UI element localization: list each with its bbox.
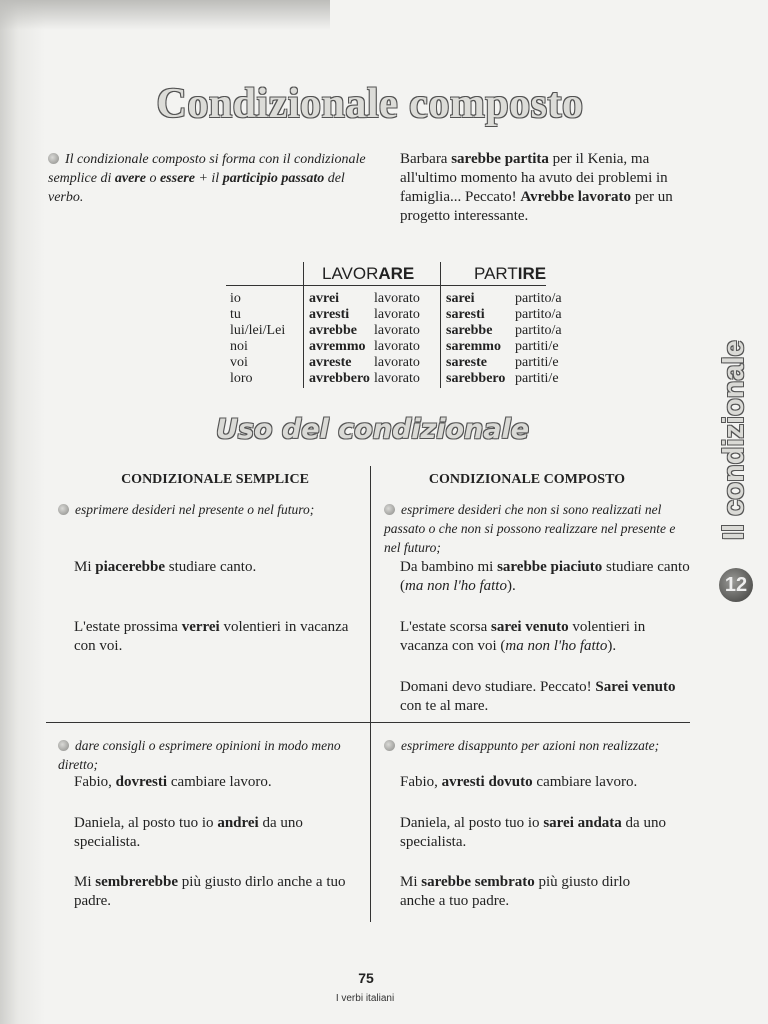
auxiliary: avreste [309,355,352,370]
header-partire: PARTIRE [474,264,547,283]
participle: partito/a [515,307,562,322]
partire-participle-column [515,291,562,387]
bullet-icon [58,740,69,751]
example-composto: Da bambino mi sarebbe piaciuto studiare canto (ma non l'ho fatto). [400,559,690,594]
table-divider [440,262,441,388]
bullet-icon [384,740,395,751]
table-divider [303,262,304,388]
example-composto: Mi sarebbe sembrato più giusto dirlo anche a tuo padre. [400,874,631,909]
example-semplice: Mi piacerebbe studiare canto. [74,559,257,575]
auxiliary: sarei [446,291,475,306]
usage-desideri-presente: esprimere desideri nel presente o nel futuro; [58,500,358,519]
auxiliary: avresti [309,307,350,322]
pronoun: io [230,291,241,306]
chapter-title: Il condizionale [718,340,750,540]
usage-consigli: dare consigli o esprimere opinioni in modo meno diretto; [58,738,341,772]
page-title: Condizionale composto [156,81,584,127]
example-composto: Daniela, al posto tuo io sarei andata da uno specialista. [400,815,666,850]
auxiliary: sarebbe [446,323,493,338]
auxiliary: avrei [309,291,340,306]
usage-disappunto: esprimere disappunto per azioni non realizzate; [384,736,694,755]
lavorare-auxiliary-column [309,291,370,387]
example-semplice: Daniela, al posto tuo io andrei da uno specialista. [74,815,303,850]
pronoun-column [230,291,285,387]
page-shadow [0,0,330,30]
auxiliary: sareste [446,355,487,370]
auxiliary: avremmo [309,339,366,354]
pronoun: tu [230,307,241,322]
auxiliary: sarebbero [446,371,506,386]
section-subtitle: Uso del condizionale [215,414,530,445]
book-title-footer: I verbi italiani [335,993,395,1004]
participle: partiti/e [515,371,559,386]
intro-example: Barbara sarebbe partita per il Kenia, ma all'ultimo momento ha avuto dei problemi in famiglia... Peccato! Avrebbe lavorato per un progetto interessante. [400,151,673,224]
participle: partito/a [515,323,562,338]
participle: lavorato [374,371,420,386]
usage-table-rule [46,722,690,723]
participle: lavorato [374,307,420,322]
bullet-icon [384,504,395,515]
pronoun: voi [230,355,248,370]
lavorare-participle-column [374,291,420,387]
pronoun: lui/lei/Lei [230,323,286,338]
column-title-semplice: CONDIZIONALE SEMPLICE [121,472,309,487]
auxiliary: saresti [446,307,485,322]
example-semplice: L'estate prossima verrei volentieri in vacanza con voi. [74,619,349,654]
chapter-number-badge: 12 [719,568,753,602]
table-header-rule [226,285,546,286]
example-composto: Domani devo studiare. Peccato! Sarei venuto con te al mare. [400,679,676,714]
partire-auxiliary-column [446,291,505,387]
participle: lavorato [374,339,420,354]
participle: partiti/e [515,355,559,370]
page-number: 75 [358,970,374,986]
participle: partito/a [515,291,562,306]
auxiliary: avrebbe [309,323,357,338]
example-semplice: Fabio, dovresti cambiare lavoro. [74,774,272,790]
bullet-icon [48,153,59,164]
example-composto: L'estate scorsa sarei venuto volentieri in vacanza con voi (ma non l'ho fatto). [400,619,646,654]
participle: lavorato [374,291,420,306]
header-lavorare: LAVORARE [322,264,415,283]
usage-table-divider [370,466,371,922]
participle: lavorato [374,355,420,370]
example-semplice: Mi sembrerebbe più giusto dirlo anche a tuo padre. [74,874,346,909]
pronoun: noi [230,339,248,354]
auxiliary: avrebbero [309,371,370,386]
participle: lavorato [374,323,420,338]
auxiliary: saremmo [446,339,501,354]
example-composto: Fabio, avresti dovuto cambiare lavoro. [400,774,638,790]
pronoun: loro [230,371,253,386]
intro-rule: Il condizionale composto si forma con il condizionale semplice di avere o essere + il participio passato del verbo. [48,152,366,205]
participle: partiti/e [515,339,559,354]
bullet-icon [58,504,69,515]
usage-desideri-passato: esprimere desideri che non si sono realizzati nel passato o che non si possono realizzare nel presente e nel futuro; [384,502,676,555]
column-title-composto: CONDIZIONALE COMPOSTO [428,472,626,487]
